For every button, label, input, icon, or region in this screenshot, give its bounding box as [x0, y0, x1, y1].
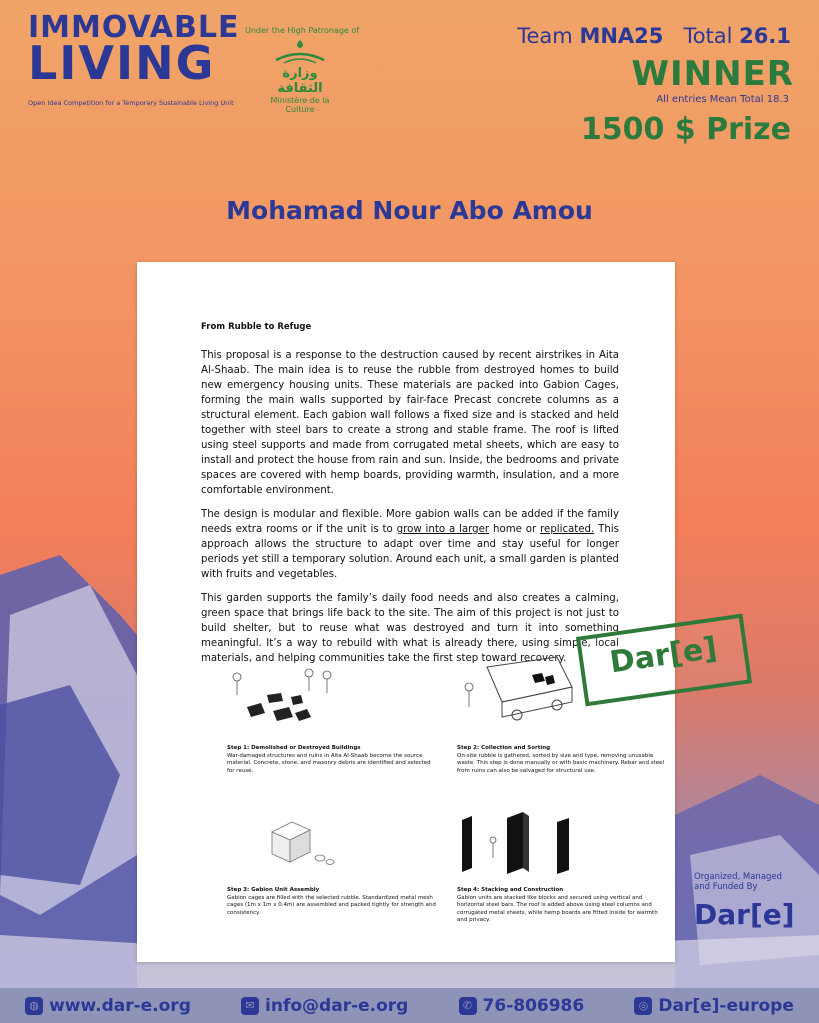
competition-logo: [28, 10, 240, 90]
email-link[interactable]: info@dar-e.org: [265, 995, 409, 1016]
logo-line1: IMMOVABLE: [28, 10, 240, 45]
step-2: [457, 745, 667, 775]
organizer-label: Organized, Managed and Funded By: [694, 872, 783, 892]
instagram-link[interactable]: Dar[e]-europe: [658, 995, 794, 1016]
step-2-text: On-site rubble is gathered, sorted by size and type, removing unusable waste. This step is done manually or with basic machinery. Rebar and steel from ruins can also be salvaged for structural use.: [457, 752, 665, 774]
participant-name: Mohamad Nour Abo Amou: [226, 196, 593, 225]
step2-illustration: [457, 647, 577, 727]
paragraph-2-underline-1: grow into a larger: [396, 524, 490, 535]
dare-stamp: Dar[e]: [576, 614, 752, 707]
step-4-text: Gabion units are stacked like blocks and secured using vertical and horizontal steel bars. The roof is added above using steel columns and corrugated metal sheets, while hemp boards are fitted inside for warmth and privacy.: [457, 894, 658, 923]
step3-illustration: [262, 812, 342, 872]
ministry-emblem-icon: [270, 38, 330, 66]
paragraph-2-part-a: The design is modular and flexible. More gabion walls can be added if the family needs extra rooms or if the unit is to: [201, 509, 619, 535]
logo-subtitle: Open Idea Competition for a Temporary Sustainable Living Unit: [28, 99, 234, 107]
winner-status: WINNER: [631, 54, 794, 94]
step4-illustration: [457, 810, 587, 880]
team-id: MNA25: [579, 24, 664, 48]
step-4: [457, 887, 667, 925]
website-link[interactable]: www.dar-e.org: [49, 995, 191, 1016]
document-title: From Rubble to Refuge: [201, 322, 312, 332]
total-label: Total: [683, 24, 733, 48]
patronage-text: Under the High Patronage of: [245, 26, 360, 35]
step-1-text: War-damaged structures and ruins in Aita Al-Shaab become the source material. Concrete, stone, and masonry debris are identified and selected for reuse.: [227, 752, 431, 774]
step1-illustration: [227, 657, 357, 727]
ministry-arabic: وزارة الثقافة: [277, 66, 323, 96]
paragraph-2-underline-2: replicated.: [540, 524, 595, 535]
paragraph-1: This proposal is a response to the destruction caused by recent airstrikes in Aita Al-Shaab. The main idea is to reuse the rubble from destroyed homes to build new emergency housing units. These materials are packed into Gabion Cages, forming the main walls supported by fair-face Precast concrete columns as a structural element. Each gabion wall follows a fixed size and is stacked and held together with steel bars to create a strong and stable frame. The roof is lifted using steel supports and made from corrugated metal sheets, which are easy to install and protect the house from rain and sun. Inside, the bedrooms and private spaces are covered with hemp boards, providing warmth, insulation, and a more comfortable environment.: [201, 350, 619, 496]
footer-email[interactable]: [241, 996, 408, 1016]
step-2-title: Step 2: Collection and Sorting: [457, 745, 551, 751]
ministry-french: Ministère de la Culture: [270, 96, 330, 114]
proposal-document: [137, 262, 675, 962]
phone-link[interactable]: 76-806986: [482, 995, 585, 1016]
document-body: [201, 348, 619, 675]
footer-phone[interactable]: [459, 996, 585, 1016]
step-3-text: Gabion cages are filled with the selected rubble. Standardized metal mesh cages (1m x 1m x 0.4m) are assembled and packed tightly for strength and consistency.: [227, 894, 436, 916]
phone-icon: ✆: [459, 997, 477, 1015]
globe-icon: ◍: [25, 997, 43, 1015]
instagram-icon: ◎: [634, 997, 652, 1015]
step-1: [227, 745, 437, 775]
mean-total: All entries Mean Total 18.3: [656, 94, 789, 105]
footer-bar: [0, 988, 819, 1023]
step-3: [227, 887, 437, 917]
footer-instagram[interactable]: [634, 996, 794, 1016]
prize-amount: 1500 $ Prize: [580, 112, 791, 147]
paragraph-3: This garden supports the family’s daily food needs and also creates a calming, green space that brings life back to the site. The aim of this project is not just to build shelter, but to reuse what was destroyed and turn it into something meaningful. It’s a way to rebuild with what is already there, using simple, local materials, and helping communities take the first step toward recovery.: [201, 593, 619, 664]
ministry-logo: [258, 38, 342, 114]
paragraph-2-part-b: home or: [489, 524, 541, 535]
step-3-title: Step 3: Gabion Unit Assembly: [227, 887, 320, 893]
paragraph-2-part-c: This approach allows the structure to adapt over time and stay useful for longer periods yet still a temporary solution. Around each unit, a small garden is planted with fruits and vegetables.: [201, 524, 619, 580]
team-label: Team: [517, 24, 573, 48]
team-score: [517, 24, 791, 48]
logo-line2: LIVING: [28, 35, 216, 90]
step-4-title: Step 4: Stacking and Construction: [457, 887, 564, 893]
organizer-logo: Dar[e]: [694, 898, 795, 931]
total-value: 26.1: [739, 24, 791, 48]
mail-icon: ✉: [241, 997, 259, 1015]
step-1-title: Step 1: Demolished or Destroyed Buildings: [227, 745, 361, 751]
footer-website[interactable]: [25, 996, 191, 1016]
paragraph-2: [201, 507, 619, 582]
